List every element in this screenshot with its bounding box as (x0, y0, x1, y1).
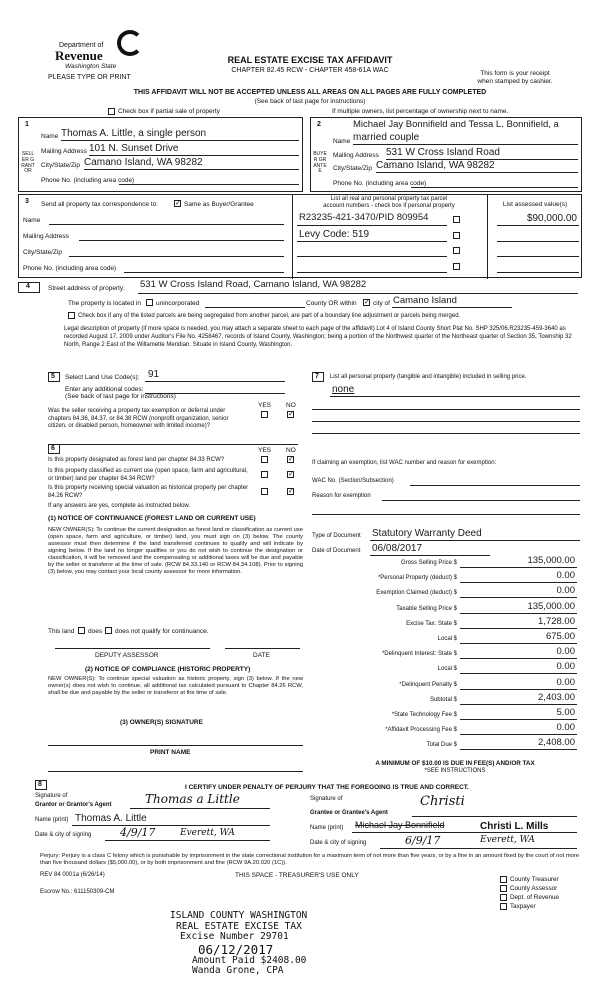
tax-label-12: Total Due $ (426, 742, 457, 749)
tax-value-3: 135,000.00 (527, 600, 575, 612)
seller-section-number: 1 (25, 121, 29, 128)
tax-label-3: Taxable Selling Price $ (396, 605, 457, 612)
section7-number-box: 7 (312, 372, 324, 382)
seller-name: Thomas A. Little, a single person (61, 128, 207, 139)
logo-text-state: Washington State (65, 63, 117, 70)
if-yes-instruction: If any answers are yes, complete as instructed below. (48, 503, 191, 509)
treasurer-space-label: THIS SPACE - TREASURER'S USE ONLY (235, 872, 359, 879)
logo-mark-icon (117, 30, 143, 56)
seller-side-label: SELLER GRANTOR (21, 151, 35, 175)
exemption-no-checkbox[interactable]: ✓ (288, 411, 294, 418)
county-or-within-label: County OR within (306, 300, 357, 307)
distribution-checkbox-1[interactable] (500, 885, 507, 892)
doc-type: Statutory Warranty Deed (372, 528, 482, 539)
historic-no-checkbox[interactable]: ✓ (288, 488, 294, 495)
additional-codes-label: Enter any additional codes: (65, 386, 144, 393)
street-address: 531 W Cross Island Road, Camano Island, WA 98282 (140, 279, 367, 290)
legal-description: Legal description of property (if more space is needed, you may attach a separate sheet to each page of the affidavit) Lot 4 of Island County Short Plat No. SHP 325/06.R23235-459-3640 as recorded August 17, 2009 under Auditor's File No. 4258467, records of Island County, Washington; being a portion of the Northwest quarter of the Northeast quarter of Section 35, Township 32 North, Range 2 East of the Willamette Meridian. Situate in Island County, Washington. (64, 326, 572, 348)
section6-yes-label: YES (258, 447, 272, 454)
partial-sale-label: Check box if partial sale of property (118, 108, 220, 115)
tax-value-2: 0.00 (556, 585, 575, 597)
section5-no-label: NO (286, 402, 296, 409)
section5-number-box: 5 (48, 372, 60, 382)
segregated-checkbox[interactable] (68, 312, 75, 319)
street-address-label: Street address of property: (48, 285, 125, 292)
distribution-label-3: Taxpayer (510, 903, 536, 910)
grantee-label: Grantee or Grantee's Agent (310, 810, 388, 816)
grantor-date-label: Date & city of signing (35, 832, 92, 838)
see-instructions: (See back of last page for instructions) (254, 98, 366, 105)
correspondence-city-label: City/State/Zip (23, 249, 63, 256)
tax-value-5: 675.00 (545, 631, 575, 642)
buyer-city-label: City/State/Zip (333, 165, 373, 172)
buyer-mailing-label: Mailing Address (333, 152, 379, 159)
exemption-question: Was the seller receiving a property tax exemption or deferral under chapters 84.36, 84.37, or 84.38 RCW (nonprofit organization, senior citizen, or disabled person, homeowner with limited income)? (48, 408, 229, 429)
grantee-sig-of: Signature of (310, 796, 343, 802)
grantor-city: Everett, WA (180, 828, 235, 838)
located-in-label: The property is located in (68, 300, 141, 307)
send-correspondence-label: Send all property tax correspondence to: (41, 201, 159, 208)
tax-label-4: Excise Tax: State $ (406, 620, 457, 627)
grantor-signature: Thomas a Little (145, 792, 240, 806)
grantor-label: Grantor or Grantor's Agent (35, 802, 112, 808)
section6-no-label: NO (286, 447, 296, 454)
section3-number: 3 (25, 198, 29, 205)
grantor-name: Thomas A. Little (75, 813, 147, 824)
stamp-line-tax: REAL ESTATE EXCISE TAX (176, 920, 302, 932)
segregated-label: Check box if any of the listed parcels are being segregated from another parcel, are part of a boundary line adjustment or parcels being merged. (78, 313, 461, 319)
stamp-line-county: ISLAND COUNTY WASHINGTON (170, 910, 308, 921)
parcel-number-1: R23235-421-3470/PID 809954 (299, 212, 429, 223)
print-name-label: PRINT NAME (150, 749, 191, 756)
current-use-no-checkbox[interactable]: ✓ (288, 471, 294, 478)
does-not-qualify-checkbox[interactable] (105, 627, 112, 634)
correspondence-mailing-label: Mailing Address (23, 233, 69, 240)
parcel-1-personal-checkbox[interactable] (453, 216, 460, 223)
see-instructions-note: *SEE INSTRUCTIONS (424, 768, 486, 774)
certify-statement: I CERTIFY UNDER PENALTY OF PERJURY THAT THE FOREGOING IS TRUE AND CORRECT. (185, 784, 469, 791)
distribution-checkbox-0[interactable] (500, 876, 507, 883)
grantee-signature: Christi (420, 794, 465, 809)
tax-label-5: Local $ (437, 636, 457, 642)
buyer-name-line2: married couple (353, 132, 420, 143)
tax-value-0: 135,000.00 (527, 555, 575, 566)
buyer-side-label: BUYER GRANTEE (313, 151, 327, 175)
buyer-phone-label: Phone No. (including area code) (333, 180, 427, 187)
tax-value-11: 0.00 (556, 722, 575, 734)
grantee-date: 6/9/17 (405, 834, 441, 847)
city-of-label: city of (373, 300, 390, 307)
parcel-header-2: account numbers - check box if personal property (323, 203, 455, 209)
land-use-code: 91 (148, 369, 160, 380)
forest-land-question: Is this property designated as forest land per chapter 84.33 RCW? (48, 457, 225, 463)
forest-no-checkbox[interactable]: ✓ (288, 456, 294, 463)
type-or-print: PLEASE TYPE OR PRINT (48, 74, 131, 81)
does-label: does (88, 628, 103, 635)
assessed-header: List assessed value(s) (502, 201, 568, 208)
stamp-line-amount: Amount Paid $2408.00 (192, 954, 307, 966)
tax-label-10: *State Technology Fee $ (391, 712, 457, 718)
tax-value-9: 2,403.00 (538, 691, 575, 703)
land-use-label: Select Land Use Code(s): (65, 374, 140, 381)
logo-text-revenue: Revenue (55, 48, 103, 63)
distribution-label-2: Dept. of Revenue (510, 894, 560, 901)
correspondence-phone-label: Phone No. (including area code) (23, 265, 117, 272)
receipt-note-1: This form is your receipt (480, 70, 550, 77)
grantee-name-label: Name (print) (310, 825, 344, 831)
buyer-section-number: 2 (317, 121, 321, 128)
logo-text-dept: Department of (59, 42, 104, 49)
form-title: REAL ESTATE EXCISE TAX AFFIDAVIT (227, 55, 393, 65)
tax-correspondence-section (18, 194, 582, 278)
tax-label-9: Subtotal $ (429, 696, 457, 703)
tax-label-8: *Delinquent Penalty $ (399, 681, 457, 688)
tax-label-2: Exemption Claimed (deduct) $ (376, 590, 457, 597)
stamp-line-date: 06/12/2017 (198, 941, 274, 957)
tax-value-8: 0.00 (556, 676, 575, 688)
parcel-header-1: List all real and personal property tax parcel (330, 196, 448, 202)
form-subtitle: CHAPTER 82.45 RCW - CHAPTER 458-61A WAC (231, 67, 389, 74)
excise-stamp (170, 911, 370, 977)
seller-city-label: City/State/Zip (41, 162, 81, 169)
stamp-line-signer: Wanda Grone, CPA (192, 965, 284, 976)
assessed-value-1: $90,000.00 (526, 213, 577, 224)
escrow-number: Escrow No.: 611150309-CM (40, 889, 115, 895)
parcel-3-personal-checkbox[interactable] (453, 247, 460, 254)
doc-type-label: Type of Document (312, 533, 361, 539)
current-use-yes-checkbox[interactable] (261, 471, 268, 478)
seller-name-label: Name (41, 133, 59, 140)
parcel-2-personal-checkbox[interactable] (453, 232, 460, 239)
tax-label-1: *Personal Property (deduct) $ (377, 575, 457, 582)
owner-signature-label: (3) OWNER(S) SIGNATURE (120, 719, 203, 726)
personal-property-label: List all personal property (tangible and intangible) included in selling price. (330, 374, 527, 380)
does-qualify-checkbox[interactable] (78, 627, 85, 634)
reason-exemption-label: Reason for exemption (312, 493, 371, 499)
city-name: Camano Island (393, 295, 457, 306)
partial-sale-checkbox[interactable] (108, 108, 115, 115)
buyer-section (310, 117, 582, 192)
doc-date-label: Date of Document (312, 548, 361, 554)
historic-question: Is this property receiving special valuation as historical property per chapter 84.26 RCW? (48, 485, 249, 499)
perjury-statement: Perjury: Perjury is a class C felony which is punishable by imprisonment in the state correctional institution for a maximum term of not more than five years, or by a fine in an amount fixed by the court of not more than five thousand dollars ($5,000.00), or by both imprisonment and fine (RCW 9A.20.020 (1C)). (40, 853, 580, 866)
section4-number-box: 4 (18, 282, 40, 293)
notice-compliance-text: NEW OWNER(S): To continue special valuation as historic property, sign (3) below. If the new owner(s) does not wish to continue, all additional tax calculated pursuant to Chapter 84.26 RCW, shall be due and payable by the seller or transferor at the time of sale. (48, 676, 303, 696)
grantor-date: 4/9/17 (120, 826, 156, 839)
parcel-4-personal-checkbox[interactable] (453, 263, 460, 270)
stamp-line-number: Excise Number 29701 (180, 931, 289, 942)
personal-property-value: none (332, 384, 355, 395)
seller-city: Camano Island, WA 98282 (84, 157, 203, 168)
grantee-date-label: Date & city of signing (310, 840, 367, 846)
revenue-logo (55, 30, 150, 72)
grantee-agent-name: Christi L. Mills (480, 821, 549, 832)
correspondence-name-label: Name (23, 217, 41, 224)
distribution-label-1: County Assessor (510, 885, 558, 892)
seller-mailing: 101 N. Sunset Drive (89, 143, 179, 154)
section8-number-box: 8 (35, 780, 47, 790)
this-land-label: This land (48, 628, 75, 635)
buyer-mailing: 531 W Cross Island Road (386, 147, 500, 158)
notice-continuance-text: NEW OWNER(S): To continue the current designation as forest land or classification as current use (open space, farm and agriculture, or timber) land, you must sign on (3) below. The county assessor must then determine if the land transferred continues to qualify and will indicate by signing below. If the land no longer qualifies or you do not wish to continue the designation or classification, it will be removed and the compensating or additional taxes will be due and payable by the seller or transferor at the time of sale. (RCW 84.33.140 or RCW 84.34.108). Prior to signing (3) below, you may contact your local county assessor for more information. (48, 527, 303, 575)
exemption-yes-checkbox[interactable] (261, 411, 268, 418)
form-revision: REV 84 0001a (6/26/14) (40, 872, 105, 878)
grantor-sig-of: Signature of (35, 793, 68, 799)
unincorporated-label: unincorporated (156, 300, 200, 307)
parcel-number-2: Levy Code: 519 (299, 229, 370, 240)
buyer-name-label: Name (333, 138, 351, 145)
tax-value-1: 0.00 (556, 570, 575, 582)
current-use-question: Is this property classified as current use (open space, farm and agricultural, or timber) land per chapter 84.34 RCW? (48, 468, 248, 482)
notice-continuance-title: (1) NOTICE OF CONTINUANCE (FOREST LAND OR CURRENT USE) (48, 515, 256, 522)
tax-value-6: 0.00 (556, 646, 575, 658)
seller-section (18, 117, 303, 192)
buyer-city: Camano Island, WA 98282 (376, 160, 495, 171)
tax-label-0: Gross Selling Price $ (400, 560, 457, 566)
does-not-label: does not qualify for continuance. (115, 628, 209, 635)
seller-mailing-label: Mailing Address (41, 148, 87, 155)
section5-yes-label: YES (258, 402, 272, 409)
see-back-label: (See back of last page for instructions) (65, 393, 176, 400)
date-label: DATE (253, 652, 270, 659)
minimum-due-note: A MINIMUM OF $10.00 IS DUE IN FEE(S) AND/OR TAX (375, 760, 535, 767)
distribution-label-0: County Treasurer (510, 876, 559, 883)
tax-label-6: *Delinquent Interest: State $ (381, 651, 457, 658)
grantee-city: Everett, WA (480, 835, 535, 845)
tax-label-7: Local $ (437, 666, 457, 673)
tax-value-4: 1,728.00 (538, 615, 575, 627)
distribution-checkbox-3[interactable] (500, 903, 507, 910)
exemption-claim-label: If claiming an exemption, list WAC number and reason for exemption: (312, 460, 497, 466)
section6-number-box: 6 (48, 444, 60, 454)
tax-label-11: *Affidavit Processing Fee $ (385, 727, 457, 734)
wac-label: WAC No. (Section/Subsection) (312, 478, 394, 484)
receipt-note-2: when stamped by cashier. (477, 78, 553, 85)
distribution-checkbox-2[interactable] (500, 894, 507, 901)
notice-compliance-title: (2) NOTICE OF COMPLIANCE (HISTORIC PROPERTY) (85, 666, 251, 673)
same-as-buyer-checkbox[interactable]: ✓ (175, 200, 181, 207)
buyer-name-line1: Michael Jay Bonnifield and Tessa L. Bonnifield, a (353, 119, 559, 130)
tax-value-10: 5.00 (556, 707, 575, 718)
multiple-owners-note: If multiple owners, list percentage of ownership next to name. (332, 108, 509, 115)
grantee-name: Michael Jay Bonnifield (355, 820, 445, 830)
deputy-assessor-label: DEPUTY ASSESSOR (95, 652, 159, 659)
same-as-buyer-label: Same as Buyer/Grantee (184, 201, 254, 208)
forest-yes-checkbox[interactable] (261, 456, 268, 463)
doc-date: 06/08/2017 (372, 543, 423, 554)
seller-phone-label: Phone No. (including area code) (41, 177, 135, 184)
tax-value-7: 0.00 (556, 661, 575, 673)
historic-yes-checkbox[interactable] (261, 488, 268, 495)
unincorporated-checkbox[interactable] (146, 299, 153, 306)
warning-banner: THIS AFFIDAVIT WILL NOT BE ACCEPTED UNLESS ALL AREAS ON ALL PAGES ARE FULLY COMPLETED (133, 89, 487, 96)
city-of-checkbox[interactable]: ✓ (364, 299, 370, 306)
tax-value-12: 2,408.00 (538, 737, 575, 749)
grantor-name-label: Name (print) (35, 817, 69, 823)
